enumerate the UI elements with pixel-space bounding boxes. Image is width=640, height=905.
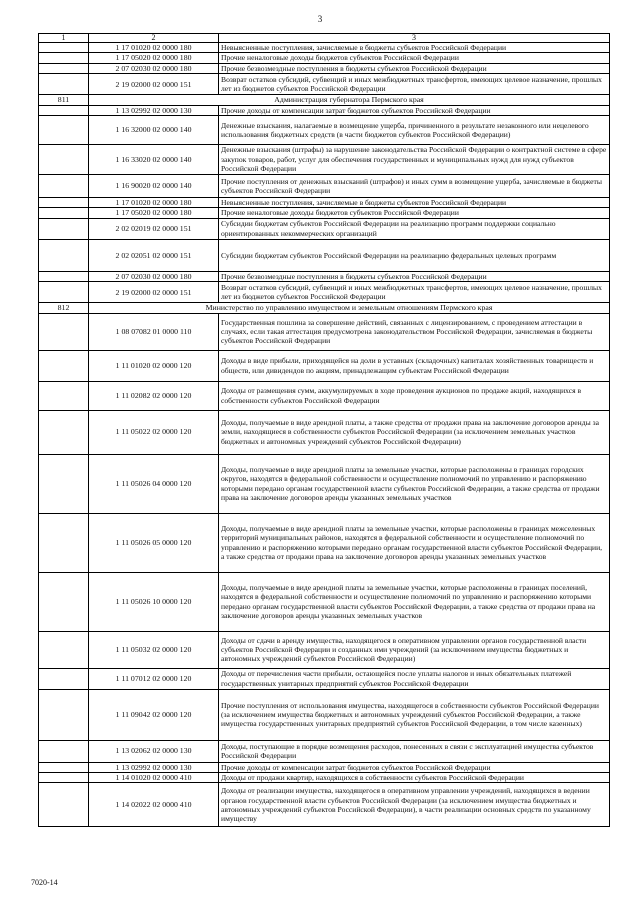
revenue-description-cell: Доходы от сдачи в аренду имущества, находящегося в оперативном управлении органов государственной власти субъектов Российской Федерации и созданных ими учреждений (за исключением имущества бюджетных и автономных учреждений субъектов Российской Федерации): [219, 631, 610, 668]
admin-code-cell: [39, 53, 89, 63]
revenue-description-cell: Прочие поступления от использования имущества, находящегося в собственности субъектов Российской Федерации (за исключением имущества бюджетных и автономных учреждений субъектов Российской Федерации, а также имущества государственных унитарных предприятий субъектов Российской Федерации, в том числе казенных): [219, 689, 610, 740]
header-col-1: 1: [39, 34, 89, 43]
revenue-description-cell: Доходы в виде прибыли, приходящейся на доли в уставных (складочных) капиталах хозяйственных товариществ и обществ, или дивидендов по акциям, принадлежащим субъектам Российской Федерации: [219, 350, 610, 381]
revenue-description-cell: Прочие доходы от компенсации затрат бюджетов субъектов Российской Федерации: [219, 762, 610, 772]
revenue-code-cell: 2 19 02000 02 0000 151: [89, 282, 219, 303]
revenue-code-cell: 1 11 01020 02 0000 120: [89, 350, 219, 381]
table-row: [39, 631, 610, 668]
revenue-description-cell: Государственная пошлина за совершение действий, связанных с лицензированием, с проведением аттестации в случаях, если такая аттестация предусмотрена законодательством Российской Федерации, зачисляемая в бюджеты субъектов Российской Федерации: [219, 313, 610, 350]
table-row: [39, 313, 610, 350]
admin-code-cell: [39, 773, 89, 783]
table-row: [39, 454, 610, 513]
revenue-description-cell: Доходы, получаемые в виде арендной платы за земельные участки, которые расположены в границах поселений, находятся в федеральной собственности и осуществление полномочий по управлению и распоряжению которыми передано органам государственной власти субъектов Российской Федерации, а также средства от продажи права на заключение договоров аренды указанных земельных участков: [219, 572, 610, 631]
admin-code-cell: [39, 208, 89, 218]
admin-code-cell: [39, 410, 89, 454]
revenue-description-cell: Невыясненные поступления, зачисляемые в бюджеты субъектов Российской Федерации: [219, 43, 610, 53]
revenue-code-cell: 1 16 33020 02 0000 140: [89, 145, 219, 175]
table-row: [39, 74, 610, 95]
table-row: [39, 572, 610, 631]
revenue-description-cell: Доходы, получаемые в виде арендной платы за земельные участки, которые расположены в границах межселенных территорий муниципальных районов, находятся в федеральной собственности и осуществление полномочий по управлению и распоряжению которыми передано органам государственной власти субъектов Российской Федерации, а также средства от продажи права на заключение договоров аренды указанных земельных участков: [219, 513, 610, 572]
admin-code-cell: [39, 350, 89, 381]
revenue-code-cell: 1 17 01020 02 0000 180: [89, 43, 219, 53]
revenue-description-cell: Субсидии бюджетам субъектов Российской Федерации на реализацию федеральных целевых программ: [219, 239, 610, 271]
revenue-code-cell: 1 16 90020 02 0000 140: [89, 175, 219, 198]
admin-code-cell: [39, 313, 89, 350]
table-row: [39, 43, 610, 53]
table-row: [39, 513, 610, 572]
table-row: [39, 381, 610, 410]
revenue-code-cell: 1 11 05026 04 0000 120: [89, 454, 219, 513]
admin-code-cell: [39, 783, 89, 827]
table-row: [39, 762, 610, 772]
admin-code-cell: [39, 63, 89, 73]
budget-codes-table: [38, 33, 610, 827]
table-row: [39, 198, 610, 208]
table-row: [39, 175, 610, 198]
admin-code-cell: [39, 74, 89, 95]
table-row: [39, 218, 610, 239]
revenue-code-cell: 1 11 07012 02 0000 120: [89, 668, 219, 689]
admin-code-cell: [39, 689, 89, 740]
revenue-code-cell: 2 02 02019 02 0000 151: [89, 218, 219, 239]
table-row: [39, 689, 610, 740]
table-row: [39, 668, 610, 689]
revenue-description-cell: Субсидии бюджетам субъектов Российской Федерации на реализацию программ поддержки социально ориентированных некоммерческих организаций: [219, 218, 610, 239]
revenue-description-cell: Прочие неналоговые доходы бюджетов субъектов Российской Федерации: [219, 53, 610, 63]
admin-code-cell: [39, 572, 89, 631]
revenue-description-cell: Доходы от реализации имущества, находящегося в оперативном управлении учреждений, находящихся в ведении органов государственной власти субъектов Российской Федерации (за исключением имущества бюджетных и автономных учреждений субъектов Российской Федерации), в части реализации основных средств по указанному имуществу: [219, 783, 610, 827]
revenue-code-cell: 1 17 05020 02 0000 180: [89, 208, 219, 218]
group-row: [39, 95, 610, 105]
page-number: 3: [317, 14, 323, 24]
table-row: [39, 350, 610, 381]
table-row: [39, 773, 610, 783]
admin-code-cell: [39, 105, 89, 115]
revenue-code-cell: 1 11 09042 02 0000 120: [89, 689, 219, 740]
admin-code-cell: [39, 175, 89, 198]
table-row: [39, 282, 610, 303]
revenue-code-cell: 1 13 02992 02 0000 130: [89, 105, 219, 115]
table-row: [39, 208, 610, 218]
admin-code-cell: [39, 116, 89, 145]
admin-code-cell: [39, 282, 89, 303]
revenue-code-cell: 1 13 02992 02 0000 130: [89, 762, 219, 772]
table-row: [39, 105, 610, 115]
table-row: [39, 145, 610, 175]
table-row: [39, 53, 610, 63]
revenue-description-cell: Денежные взыскания (штрафы) за нарушение законодательства Российской Федерации о контрактной системе в сфере закупок товаров, работ, услуг для обеспечения государственных и муниципальных нужд для нужд субъектов Российской Федерации: [219, 145, 610, 175]
table-row: [39, 271, 610, 281]
revenue-description-cell: Доходы от продажи квартир, находящихся в собственности субъектов Российской Федерации: [219, 773, 610, 783]
admin-code-cell: 811: [39, 95, 89, 105]
admin-code-cell: 812: [39, 303, 89, 313]
revenue-description-cell: Доходы, поступающие в порядке возмещения расходов, понесенных в связи с эксплуатацией имущества субъектов Российской Федерации: [219, 740, 610, 762]
revenue-code-cell: 1 11 05032 02 0000 120: [89, 631, 219, 668]
table-row: [39, 116, 610, 145]
revenue-description-cell: Прочие безвозмездные поступления в бюджеты субъектов Российской Федерации: [219, 271, 610, 281]
revenue-description-cell: Прочие безвозмездные поступления в бюджеты субъектов Российской Федерации: [219, 63, 610, 73]
form-code: 7020-14: [31, 878, 58, 887]
revenue-code-cell: 1 17 01020 02 0000 180: [89, 198, 219, 208]
table-row: [39, 410, 610, 454]
admin-code-cell: [39, 740, 89, 762]
revenue-description-cell: Денежные взыскания, налагаемые в возмещение ущерба, причиненного в результате незаконного или нецелевого использования бюджетных средств (в части бюджетов субъектов Российской Федерации): [219, 116, 610, 145]
table-row: [39, 740, 610, 762]
revenue-code-cell: 1 14 02022 02 0000 410: [89, 783, 219, 827]
revenue-description-cell: Прочие доходы от компенсации затрат бюджетов субъектов Российской Федерации: [219, 105, 610, 115]
revenue-description-cell: Доходы, получаемые в виде арендной платы, а также средства от продажи права на заключение договоров аренды за земли, находящиеся в собственности субъектов Российской Федерации (за исключением земельных участков бюджетных и автономных учреждений субъектов Российской Федерации): [219, 410, 610, 454]
revenue-code-cell: 1 16 32000 02 0000 140: [89, 116, 219, 145]
admin-code-cell: [39, 762, 89, 772]
admin-code-cell: [39, 198, 89, 208]
revenue-code-cell: 1 14 01020 02 0000 410: [89, 773, 219, 783]
revenue-description-cell: Доходы, получаемые в виде арендной платы за земельные участки, которые расположены в границах городских округов, находятся в федеральной собственности и осуществление полномочий по управлению и распоряжению которыми передано органам государственной власти субъектов Российской Федерации, а также средства от продажи права на заключение договоров аренды указанных земельных участков: [219, 454, 610, 513]
header-col-2: 2: [89, 34, 219, 43]
revenue-description-cell: Доходы от перечисления части прибыли, остающейся после уплаты налогов и иных обязательных платежей государственных унитарных предприятий субъектов Российской Федерации: [219, 668, 610, 689]
revenue-description-cell: Возврат остатков субсидий, субвенций и иных межбюджетных трансфертов, имеющих целевое назначение, прошлых лет из бюджетов субъектов Российской Федерации: [219, 282, 610, 303]
revenue-description-cell: Возврат остатков субсидий, субвенций и иных межбюджетных трансфертов, имеющих целевое назначение, прошлых лет из бюджетов субъектов Российской Федерации: [219, 74, 610, 95]
revenue-description-cell: Прочие неналоговые доходы бюджетов субъектов Российской Федерации: [219, 208, 610, 218]
table-row: [39, 63, 610, 73]
administrator-name-cell: Администрация губернатора Пермского края: [89, 95, 610, 105]
revenue-code-cell: 2 19 02000 02 0000 151: [89, 74, 219, 95]
revenue-description-cell: Доходы от размещения сумм, аккумулируемых в ходе проведения аукционов по продаже акций, находящихся в собственности субъектов Российской Федерации: [219, 381, 610, 410]
admin-code-cell: [39, 381, 89, 410]
revenue-code-cell: 1 11 05026 10 0000 120: [89, 572, 219, 631]
admin-code-cell: [39, 454, 89, 513]
revenue-description-cell: Прочие поступления от денежных взысканий (штрафов) и иных сумм в возмещение ущерба, зачисляемые в бюджеты субъектов Российской Федерации: [219, 175, 610, 198]
revenue-code-cell: 1 11 05022 02 0000 120: [89, 410, 219, 454]
revenue-code-cell: 1 17 05020 02 0000 180: [89, 53, 219, 63]
revenue-code-cell: 2 02 02051 02 0000 151: [89, 239, 219, 271]
group-row: [39, 303, 610, 313]
revenue-code-cell: 1 11 05026 05 0000 120: [89, 513, 219, 572]
admin-code-cell: [39, 43, 89, 53]
admin-code-cell: [39, 513, 89, 572]
revenue-code-cell: 1 08 07082 01 0000 110: [89, 313, 219, 350]
admin-code-cell: [39, 631, 89, 668]
revenue-code-cell: 2 07 02030 02 0000 180: [89, 271, 219, 281]
admin-code-cell: [39, 668, 89, 689]
admin-code-cell: [39, 271, 89, 281]
table-header-row: [39, 34, 610, 43]
table-row: [39, 783, 610, 827]
revenue-code-cell: 1 13 02062 02 0000 130: [89, 740, 219, 762]
admin-code-cell: [39, 145, 89, 175]
table-row: [39, 239, 610, 271]
administrator-name-cell: Министерство по управлению имуществом и земельным отношениям Пермского края: [89, 303, 610, 313]
admin-code-cell: [39, 218, 89, 239]
revenue-description-cell: Невыясненные поступления, зачисляемые в бюджеты субъектов Российской Федерации: [219, 198, 610, 208]
revenue-code-cell: 2 07 02030 02 0000 180: [89, 63, 219, 73]
revenue-code-cell: 1 11 02082 02 0000 120: [89, 381, 219, 410]
admin-code-cell: [39, 239, 89, 271]
header-col-3: 3: [219, 34, 610, 43]
